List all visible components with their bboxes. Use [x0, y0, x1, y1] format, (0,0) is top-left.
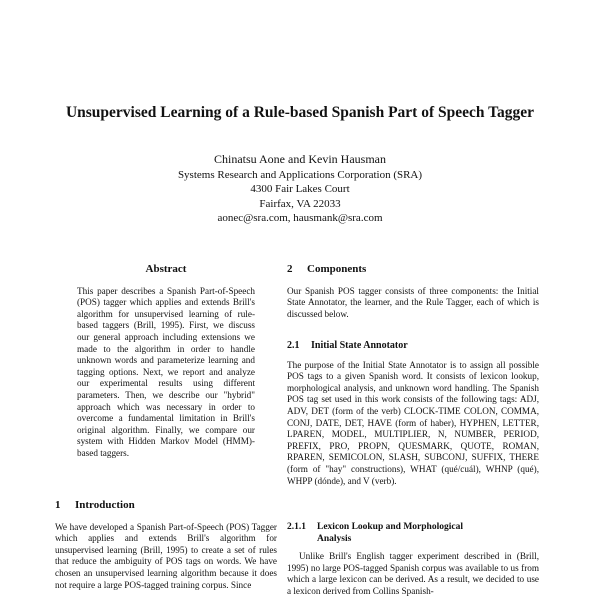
address-line-2: Fairfax, VA 22033 — [259, 197, 341, 210]
author-block — [100, 152, 500, 226]
lexicon-heading — [287, 522, 539, 545]
subsubsection-title-line-2: Analysis — [317, 533, 352, 544]
address-line-1: 4300 Fair Lakes Court — [250, 183, 350, 195]
initial-state-text: The purpose of the Initial State Annotator is to assign all possible POS tags to a given Spanish word. It consists of lexicon lookup, morphological analysis, and unknown word handling. The Spanish POS tag set used in this work consists of the following tags: ADJ, ADV, DET (form of the verb) CLOCK-TIME COLON, COMMA, CONJ, DATE, DET, HAVE (form of haber), HYPHEN, LETTER, LPAREN, MODEL, MULTIPLIER, N, NUMBER, PERIOD, PREFIX, PRO, PROPN, QUESMARK, QUOTE, ROMAN, RPAREN, SEMICOLON, SLASH, SUBCONJ, SUFFIX, THERE (form of "hay" constructions), WHAT (qué/cuál), WHNP (qué), WHPP (dónde), and V (verb). — [287, 359, 539, 486]
components-text: Our Spanish POS tagger consists of three components: the Initial State Annotator, the learner, and the Rule Tagger, each of which is discussed below. — [287, 285, 539, 319]
abstract-text: This paper describes a Spanish Part-of-Speech (POS) tagger which applies and extends Brill's algorithm for unsupervised learning of rule-based taggers (Brill, 1995). First, we discuss our general approach including extensions we made to the algorithm in order to handle unknown words and parameterize learning and tagging options. Next, we report and analyze our experimental results using different parameters. Then, we describe our "hybrid" approach which was necessary in order to overcome a fundamental limitation in Brill's original algorithm. Finally, we compare our system with Hidden Markov Model (HMM)-based taggers. — [77, 285, 255, 458]
section-title: Components — [307, 263, 367, 275]
lexicon-section — [287, 522, 539, 598]
subsection-number: 2.1 — [287, 340, 300, 351]
author-emails: aonec@sra.com, hausmank@sra.com — [217, 212, 383, 224]
components-section — [287, 264, 539, 320]
subsection-title: Initial State Annotator — [311, 340, 408, 351]
introduction-heading — [55, 500, 277, 512]
introduction-section — [55, 500, 277, 591]
section-title: Introduction — [75, 499, 135, 511]
paper-title: Unsupervised Learning of a Rule-based Spanish Part of Speech Tagger — [65, 104, 535, 121]
left-column — [55, 264, 277, 460]
section-number: 2 — [287, 263, 293, 275]
abstract-heading: Abstract — [145, 263, 187, 275]
section-number: 1 — [55, 499, 61, 511]
author-affiliation: Systems Research and Applications Corporation (SRA) — [177, 168, 423, 181]
introduction-text: We have developed a Spanish Part-of-Speech (POS) Tagger which applies and extends Brill's algorithm for unsupervised learning (Brill, 1995) to create a set of rules that reduce the ambiguity of POS tags on words. We have chosen an unsupervised learning algorithm because it does not require a large POS-tagged training corpus. Since — [55, 521, 277, 590]
subsubsection-number: 2.1.1 — [287, 522, 306, 532]
subsubsection-title-line-1: Lexicon Lookup and Morphological — [317, 522, 463, 532]
author-names: Chinatsu Aone and Kevin Hausman — [214, 152, 386, 166]
initial-state-heading — [287, 340, 539, 352]
components-heading — [287, 264, 539, 276]
lexicon-text: Unlike Brill's English tagger experiment described in (Brill, 1995) no large POS-tagged Spanish corpus was available to us from which a large lexicon can be derived. As a result, we decided to use a lexicon derived from Collins Spanish- — [287, 551, 539, 596]
initial-state-section — [287, 340, 539, 487]
